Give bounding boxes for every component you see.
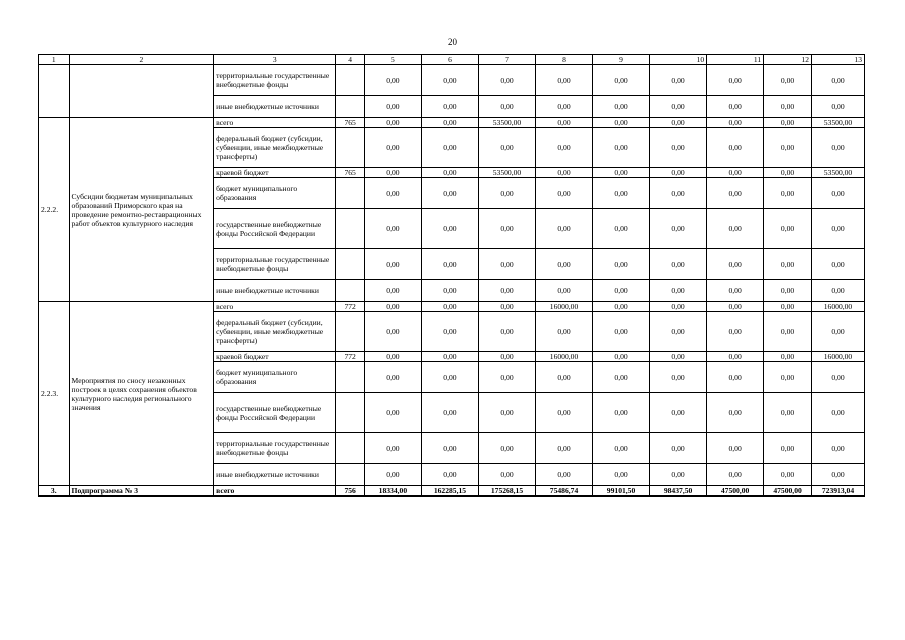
value-cell: 0,00 bbox=[478, 362, 535, 393]
code-cell bbox=[336, 65, 365, 96]
value-cell: 0,00 bbox=[650, 128, 707, 168]
code-cell bbox=[336, 128, 365, 168]
value-cell: 0,00 bbox=[764, 464, 812, 486]
column-header: 13 bbox=[811, 55, 864, 65]
value-cell: 0,00 bbox=[478, 249, 535, 280]
name-cell bbox=[69, 65, 214, 118]
code-cell bbox=[336, 249, 365, 280]
total-value: 47500,00 bbox=[707, 486, 764, 497]
value-cell: 0,00 bbox=[593, 96, 650, 118]
value-cell: 0,00 bbox=[536, 312, 593, 352]
page-number: 20 bbox=[448, 37, 457, 47]
value-cell: 0,00 bbox=[650, 393, 707, 433]
value-cell: 0,00 bbox=[536, 249, 593, 280]
funding-source: территориальные государственные внебюджетные фонды bbox=[214, 65, 336, 96]
column-header: 7 bbox=[478, 55, 535, 65]
value-cell: 16000,00 bbox=[811, 302, 864, 312]
value-cell: 0,00 bbox=[593, 249, 650, 280]
value-cell: 0,00 bbox=[478, 96, 535, 118]
value-cell: 0,00 bbox=[478, 433, 535, 464]
value-cell: 53500,00 bbox=[811, 118, 864, 128]
funding-source: территориальные государственные внебюджетные фонды bbox=[214, 433, 336, 464]
value-cell: 0,00 bbox=[707, 65, 764, 96]
value-cell: 0,00 bbox=[764, 96, 812, 118]
funding-source: всего bbox=[214, 302, 336, 312]
value-cell: 16000,00 bbox=[811, 352, 864, 362]
value-cell: 0,00 bbox=[364, 352, 421, 362]
funding-source: иные внебюджетные источники bbox=[214, 96, 336, 118]
code-cell: 765 bbox=[336, 168, 365, 178]
total-value: 175268,15 bbox=[478, 486, 535, 497]
code-cell bbox=[336, 464, 365, 486]
column-header: 6 bbox=[421, 55, 478, 65]
column-header: 1 bbox=[39, 55, 70, 65]
funding-source: бюджет муниципального образования bbox=[214, 178, 336, 209]
value-cell: 0,00 bbox=[811, 65, 864, 96]
value-cell: 0,00 bbox=[364, 312, 421, 352]
funding-source: государственные внебюджетные фонды Российской Федерации bbox=[214, 393, 336, 433]
value-cell: 0,00 bbox=[536, 362, 593, 393]
value-cell: 0,00 bbox=[421, 249, 478, 280]
funding-source: всего bbox=[214, 118, 336, 128]
column-header: 4 bbox=[336, 55, 365, 65]
code-cell bbox=[336, 178, 365, 209]
value-cell: 0,00 bbox=[707, 96, 764, 118]
code-cell bbox=[336, 312, 365, 352]
value-cell: 0,00 bbox=[421, 209, 478, 249]
budget-table bbox=[38, 54, 865, 497]
value-cell: 0,00 bbox=[707, 209, 764, 249]
value-cell: 0,00 bbox=[811, 178, 864, 209]
value-cell: 0,00 bbox=[650, 249, 707, 280]
total-value: 75486,74 bbox=[536, 486, 593, 497]
funding-source: иные внебюджетные источники bbox=[214, 464, 336, 486]
value-cell: 0,00 bbox=[421, 280, 478, 302]
value-cell: 0,00 bbox=[764, 393, 812, 433]
table-row bbox=[39, 65, 865, 96]
value-cell: 0,00 bbox=[536, 65, 593, 96]
code-cell bbox=[336, 433, 365, 464]
section-name: Мероприятия по сносу незаконных построек в целях сохранения объектов культурного наследия регионального значения bbox=[69, 302, 214, 486]
value-cell: 0,00 bbox=[478, 464, 535, 486]
value-cell: 0,00 bbox=[478, 312, 535, 352]
column-header: 3 bbox=[214, 55, 336, 65]
table-body bbox=[39, 55, 865, 497]
value-cell: 0,00 bbox=[536, 280, 593, 302]
value-cell: 0,00 bbox=[421, 128, 478, 168]
value-cell: 0,00 bbox=[593, 312, 650, 352]
value-cell: 0,00 bbox=[536, 433, 593, 464]
value-cell: 0,00 bbox=[650, 352, 707, 362]
value-cell: 0,00 bbox=[811, 96, 864, 118]
value-cell: 16000,00 bbox=[536, 302, 593, 312]
column-header-row bbox=[39, 55, 865, 65]
value-cell: 0,00 bbox=[364, 178, 421, 209]
value-cell: 0,00 bbox=[593, 280, 650, 302]
value-cell: 0,00 bbox=[364, 209, 421, 249]
value-cell: 53500,00 bbox=[478, 118, 535, 128]
column-header: 8 bbox=[536, 55, 593, 65]
funding-source: бюджет муниципального образования bbox=[214, 362, 336, 393]
value-cell: 0,00 bbox=[764, 249, 812, 280]
total-value: 99101,50 bbox=[593, 486, 650, 497]
value-cell: 0,00 bbox=[650, 362, 707, 393]
subprogram-total-row bbox=[39, 486, 865, 497]
value-cell: 0,00 bbox=[650, 209, 707, 249]
funding-source: государственные внебюджетные фонды Российской Федерации bbox=[214, 209, 336, 249]
value-cell: 0,00 bbox=[421, 168, 478, 178]
section-name: Субсидии бюджетам муниципальных образований Приморского края на проведение ремонтно-реставрационных работ объектов культурного наследия bbox=[69, 118, 214, 302]
value-cell: 0,00 bbox=[364, 249, 421, 280]
code-cell bbox=[336, 362, 365, 393]
value-cell: 0,00 bbox=[593, 433, 650, 464]
value-cell: 53500,00 bbox=[478, 168, 535, 178]
value-cell: 0,00 bbox=[421, 362, 478, 393]
section-index: 2.2.2. bbox=[39, 118, 70, 302]
value-cell: 0,00 bbox=[421, 65, 478, 96]
column-header: 12 bbox=[764, 55, 812, 65]
value-cell: 0,00 bbox=[764, 302, 812, 312]
value-cell: 0,00 bbox=[764, 128, 812, 168]
column-header: 5 bbox=[364, 55, 421, 65]
index-cell bbox=[39, 65, 70, 118]
value-cell: 0,00 bbox=[593, 168, 650, 178]
value-cell: 53500,00 bbox=[811, 168, 864, 178]
value-cell: 0,00 bbox=[593, 464, 650, 486]
value-cell: 0,00 bbox=[364, 280, 421, 302]
value-cell: 0,00 bbox=[421, 312, 478, 352]
value-cell: 0,00 bbox=[421, 96, 478, 118]
value-cell: 0,00 bbox=[707, 312, 764, 352]
value-cell: 0,00 bbox=[364, 118, 421, 128]
column-header: 11 bbox=[707, 55, 764, 65]
code-cell bbox=[336, 393, 365, 433]
value-cell: 0,00 bbox=[593, 65, 650, 96]
value-cell: 0,00 bbox=[650, 65, 707, 96]
value-cell: 0,00 bbox=[536, 209, 593, 249]
funding-source: иные внебюджетные источники bbox=[214, 280, 336, 302]
value-cell: 16000,00 bbox=[536, 352, 593, 362]
value-cell: 0,00 bbox=[811, 128, 864, 168]
value-cell: 0,00 bbox=[707, 168, 764, 178]
total-code: 756 bbox=[336, 486, 365, 497]
code-cell bbox=[336, 209, 365, 249]
value-cell: 0,00 bbox=[478, 280, 535, 302]
value-cell: 0,00 bbox=[364, 302, 421, 312]
value-cell: 0,00 bbox=[593, 302, 650, 312]
value-cell: 0,00 bbox=[764, 209, 812, 249]
value-cell: 0,00 bbox=[536, 118, 593, 128]
code-cell bbox=[336, 96, 365, 118]
value-cell: 0,00 bbox=[764, 280, 812, 302]
value-cell: 0,00 bbox=[811, 393, 864, 433]
value-cell: 0,00 bbox=[764, 178, 812, 209]
value-cell: 0,00 bbox=[764, 65, 812, 96]
value-cell: 0,00 bbox=[707, 178, 764, 209]
funding-source: территориальные государственные внебюджетные фонды bbox=[214, 249, 336, 280]
value-cell: 0,00 bbox=[536, 168, 593, 178]
value-cell: 0,00 bbox=[650, 178, 707, 209]
value-cell: 0,00 bbox=[650, 312, 707, 352]
section-index: 2.2.3. bbox=[39, 302, 70, 486]
value-cell: 0,00 bbox=[536, 393, 593, 433]
total-name: Подпрограмма № 3 bbox=[69, 486, 214, 497]
value-cell: 0,00 bbox=[478, 352, 535, 362]
value-cell: 0,00 bbox=[707, 362, 764, 393]
code-cell: 772 bbox=[336, 302, 365, 312]
value-cell: 0,00 bbox=[650, 302, 707, 312]
value-cell: 0,00 bbox=[364, 393, 421, 433]
value-cell: 0,00 bbox=[593, 178, 650, 209]
code-cell bbox=[336, 280, 365, 302]
table-row bbox=[39, 302, 865, 312]
total-value: 47500,00 bbox=[764, 486, 812, 497]
value-cell: 0,00 bbox=[593, 393, 650, 433]
value-cell: 0,00 bbox=[764, 312, 812, 352]
funding-source: краевой бюджет bbox=[214, 352, 336, 362]
value-cell: 0,00 bbox=[811, 249, 864, 280]
value-cell: 0,00 bbox=[811, 464, 864, 486]
value-cell: 0,00 bbox=[364, 168, 421, 178]
total-value: 98437,50 bbox=[650, 486, 707, 497]
total-value: 18334,00 bbox=[364, 486, 421, 497]
column-header: 9 bbox=[593, 55, 650, 65]
value-cell: 0,00 bbox=[650, 464, 707, 486]
value-cell: 0,00 bbox=[478, 302, 535, 312]
value-cell: 0,00 bbox=[536, 96, 593, 118]
value-cell: 0,00 bbox=[650, 118, 707, 128]
value-cell: 0,00 bbox=[364, 464, 421, 486]
value-cell: 0,00 bbox=[421, 302, 478, 312]
total-index: 3. bbox=[39, 486, 70, 497]
value-cell: 0,00 bbox=[536, 464, 593, 486]
value-cell: 0,00 bbox=[707, 128, 764, 168]
value-cell: 0,00 bbox=[650, 168, 707, 178]
value-cell: 0,00 bbox=[707, 302, 764, 312]
value-cell: 0,00 bbox=[707, 352, 764, 362]
value-cell: 0,00 bbox=[707, 280, 764, 302]
value-cell: 0,00 bbox=[650, 433, 707, 464]
code-cell: 772 bbox=[336, 352, 365, 362]
value-cell: 0,00 bbox=[707, 464, 764, 486]
value-cell: 0,00 bbox=[707, 433, 764, 464]
column-header: 2 bbox=[69, 55, 214, 65]
value-cell: 0,00 bbox=[811, 433, 864, 464]
value-cell: 0,00 bbox=[650, 280, 707, 302]
total-value: 162285,15 bbox=[421, 486, 478, 497]
value-cell: 0,00 bbox=[811, 280, 864, 302]
value-cell: 0,00 bbox=[478, 128, 535, 168]
value-cell: 0,00 bbox=[421, 393, 478, 433]
value-cell: 0,00 bbox=[811, 312, 864, 352]
column-header: 10 bbox=[650, 55, 707, 65]
funding-source: федеральный бюджет (субсидии, субвенции, иные межбюджетные трансферты) bbox=[214, 128, 336, 168]
table-row bbox=[39, 118, 865, 128]
value-cell: 0,00 bbox=[764, 118, 812, 128]
value-cell: 0,00 bbox=[593, 209, 650, 249]
funding-source: краевой бюджет bbox=[214, 168, 336, 178]
value-cell: 0,00 bbox=[421, 352, 478, 362]
value-cell: 0,00 bbox=[764, 352, 812, 362]
value-cell: 0,00 bbox=[478, 393, 535, 433]
total-value: 723913,04 bbox=[811, 486, 864, 497]
code-cell: 765 bbox=[336, 118, 365, 128]
value-cell: 0,00 bbox=[593, 362, 650, 393]
value-cell: 0,00 bbox=[364, 362, 421, 393]
value-cell: 0,00 bbox=[421, 178, 478, 209]
value-cell: 0,00 bbox=[593, 118, 650, 128]
value-cell: 0,00 bbox=[478, 65, 535, 96]
value-cell: 0,00 bbox=[364, 433, 421, 464]
value-cell: 0,00 bbox=[536, 178, 593, 209]
value-cell: 0,00 bbox=[650, 96, 707, 118]
value-cell: 0,00 bbox=[707, 393, 764, 433]
value-cell: 0,00 bbox=[364, 65, 421, 96]
value-cell: 0,00 bbox=[764, 168, 812, 178]
funding-source: федеральный бюджет (субсидии, субвенции, иные межбюджетные трансферты) bbox=[214, 312, 336, 352]
value-cell: 0,00 bbox=[593, 352, 650, 362]
value-cell: 0,00 bbox=[764, 433, 812, 464]
value-cell: 0,00 bbox=[536, 128, 593, 168]
value-cell: 0,00 bbox=[707, 118, 764, 128]
value-cell: 0,00 bbox=[421, 464, 478, 486]
value-cell: 0,00 bbox=[707, 249, 764, 280]
value-cell: 0,00 bbox=[421, 433, 478, 464]
value-cell: 0,00 bbox=[421, 118, 478, 128]
value-cell: 0,00 bbox=[364, 128, 421, 168]
total-source: всего bbox=[214, 486, 336, 497]
value-cell: 0,00 bbox=[811, 362, 864, 393]
value-cell: 0,00 bbox=[478, 209, 535, 249]
value-cell: 0,00 bbox=[764, 362, 812, 393]
value-cell: 0,00 bbox=[364, 96, 421, 118]
value-cell: 0,00 bbox=[811, 209, 864, 249]
value-cell: 0,00 bbox=[593, 128, 650, 168]
value-cell: 0,00 bbox=[478, 178, 535, 209]
